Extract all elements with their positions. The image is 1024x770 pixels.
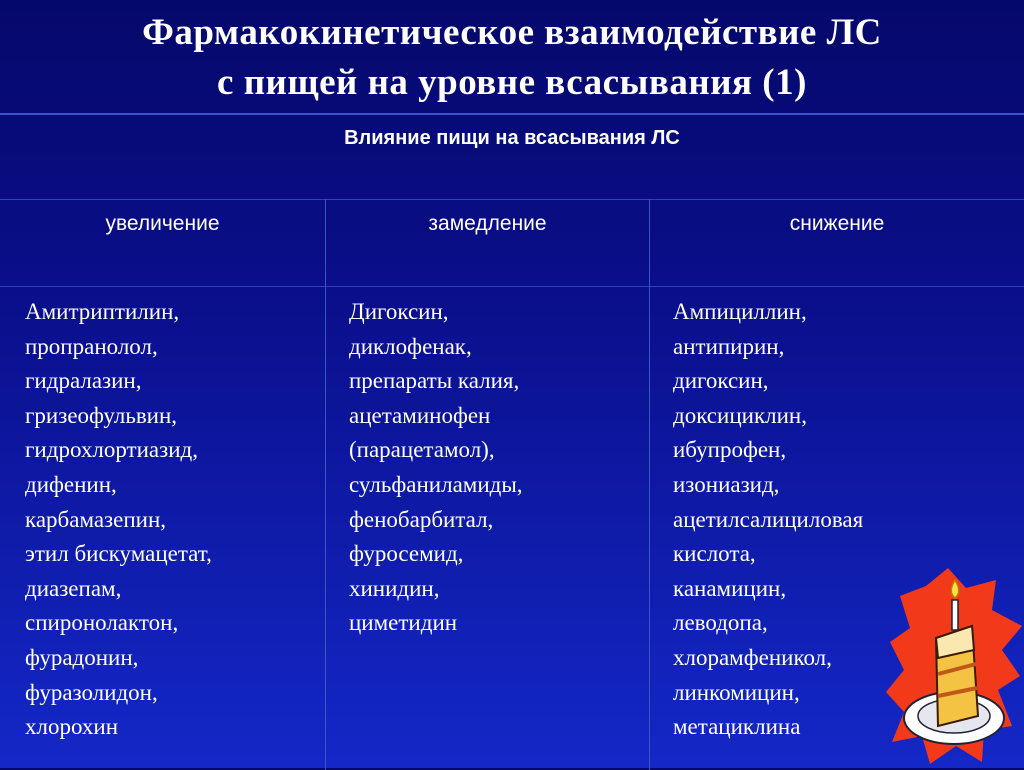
drug-item: хлорохин <box>25 714 119 740</box>
drug-item: гризеофульвин, <box>25 402 178 428</box>
drug-item: Ампициллин, <box>673 299 807 324</box>
drug-item: фуросемид, <box>349 541 464 567</box>
drug-item: пропранолол, <box>25 333 158 359</box>
drug-item: канамицин, <box>673 575 787 601</box>
drug-item: диклофенак, <box>349 333 472 359</box>
drug-item: леводопа, <box>673 610 768 636</box>
column-header-increase <box>0 200 325 287</box>
drug-item: дигоксин, <box>673 368 769 394</box>
drug-item: фуразолидон, <box>25 679 158 705</box>
column-header-label: снижение <box>789 212 885 235</box>
drug-item: хлорамфеникол, <box>673 644 832 670</box>
column-header-slowdown <box>326 200 649 287</box>
absorption-table <box>0 113 1024 770</box>
drug-list-increase <box>0 287 325 770</box>
cake-clipart-icon <box>886 566 1024 766</box>
table-header-label: Влияние пищи на всасывания ЛС <box>344 127 680 149</box>
drug-item: карбамазепин, <box>25 506 167 532</box>
drug-item: препараты калия, <box>349 368 520 394</box>
table-header <box>0 115 1024 200</box>
drug-item: циметидин <box>349 610 458 636</box>
drug-item: фенобарбитал, <box>349 506 494 532</box>
title-line-1: Фармакокинетическое взаимодействие ЛС <box>142 12 882 53</box>
drug-item: диазепам, <box>25 575 122 601</box>
drug-list-slowdown <box>324 287 649 770</box>
drug-item: изониазид, <box>673 471 780 497</box>
drug-item: доксициклин, <box>673 402 807 428</box>
drug-item: спиронолактон, <box>25 610 179 636</box>
drug-item: гидралазин, <box>25 368 142 394</box>
drug-item: ацетилсалициловая <box>673 506 864 532</box>
drug-item: фурадонин, <box>25 644 139 670</box>
drug-item: гидрохлортиазид, <box>25 437 198 463</box>
drug-item: ацетаминофен <box>349 402 491 428</box>
title-line-2: с пищей на уровне всасывания (1) <box>217 62 807 103</box>
drug-item: антипирин, <box>673 333 785 359</box>
column-header-label: замедление <box>428 212 547 235</box>
drug-item: Амитриптилин, <box>25 299 180 324</box>
drug-item: дифенин, <box>25 471 117 497</box>
drug-item: сульфаниламиды, <box>349 471 523 497</box>
drug-item: ибупрофен, <box>673 437 787 463</box>
drug-item: кислота, <box>673 541 756 567</box>
drug-item: хинидин, <box>349 575 440 601</box>
drug-item: (парацетамол), <box>349 437 495 463</box>
column-header-label: увеличение <box>105 212 220 235</box>
drug-item: метациклина <box>673 714 801 740</box>
drug-item: этил бискумацетат, <box>25 541 212 567</box>
drug-item: линкомицин, <box>673 679 800 705</box>
column-header-decrease <box>650 200 1024 287</box>
drug-item: Дигоксин, <box>349 299 449 324</box>
slide-title <box>0 8 1024 108</box>
